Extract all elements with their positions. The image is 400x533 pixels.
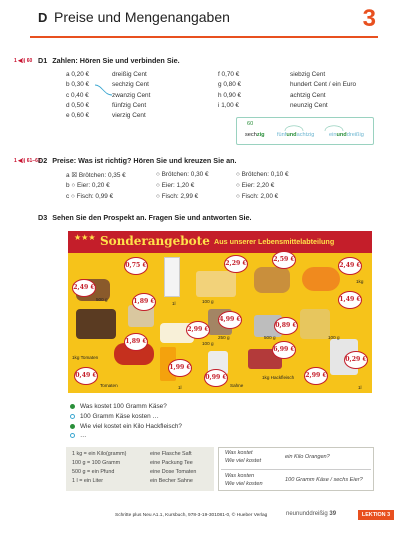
phrase-line: ein Kilo Orangen? xyxy=(285,454,330,460)
size-label: 500 g xyxy=(96,297,108,302)
d2-option[interactable]: c ○ Fisch: 0,99 € xyxy=(66,193,114,200)
grammar-line: eine Flasche Saft xyxy=(150,451,192,457)
tea-box-image xyxy=(300,309,330,339)
d1-words-col4 xyxy=(290,70,356,111)
size-label: Sahne xyxy=(230,383,244,388)
bullet-icon xyxy=(70,414,75,419)
d2-option[interactable]: ○ Fisch: 2,99 € xyxy=(156,193,199,200)
list-item: fünfzig Cent xyxy=(112,101,147,109)
list-item: e 0,60 € xyxy=(66,112,90,120)
list-item: vierzig Cent xyxy=(112,112,146,120)
size-label: 100 g xyxy=(328,335,340,340)
price-tag: 0,99 € xyxy=(204,369,228,387)
grammar-line: eine Packung Tee xyxy=(150,460,193,466)
grammar-line: 1 kg = ein Kilo(gramm) xyxy=(72,451,127,457)
grammar-line: eine Dose Tomaten xyxy=(150,469,197,475)
d2-option[interactable]: ○ Fisch: 2,00 € xyxy=(236,193,279,200)
hint-part: und xyxy=(336,132,347,138)
prospekt-subtitle: Aus unserer Lebensmittelabteilung xyxy=(214,237,335,246)
d1-prices-col3 xyxy=(218,70,241,111)
price-tag: 1,49 € xyxy=(338,291,362,309)
size-label: 1kg Hackfleisch xyxy=(262,375,295,380)
phrase-line: Was kostet xyxy=(225,450,253,456)
grammar-line: 500 g = ein Pfund xyxy=(72,469,115,475)
list-item: i 1,00 € xyxy=(218,101,239,109)
exercise-d1-title xyxy=(38,56,180,65)
size-label: Tomaten xyxy=(100,383,118,388)
grammar-line: ein Becher Sahne xyxy=(150,478,193,484)
list-item: achtzig Cent xyxy=(290,91,326,99)
dark-bread-image xyxy=(76,309,116,339)
connecting-line xyxy=(94,83,114,97)
page-digit: 39 xyxy=(329,511,337,517)
phrase-line: Wie viel kosten xyxy=(225,481,263,487)
grammar-line: 1 l = ein Liter xyxy=(72,478,104,484)
milk-bottle-image xyxy=(164,257,180,297)
bullet-icon xyxy=(70,433,75,438)
exercise-d2-title xyxy=(38,156,236,165)
price-tag: 2,59 € xyxy=(272,251,296,269)
price-tag: 2,49 € xyxy=(72,279,96,297)
phrase-line: Was kosten xyxy=(225,473,255,479)
d2-option[interactable]: ○ Brötchen: 0,10 € xyxy=(236,171,289,178)
price-tag: 0,75 € xyxy=(124,257,148,275)
hint-arrows xyxy=(281,122,345,132)
exercise-d1-instruction: Zahlen: Hören Sie und verbinden Sie. xyxy=(52,56,180,65)
bullet-icon xyxy=(70,404,75,409)
section-title: Preise und Mengenangaben xyxy=(54,9,230,25)
exercise-d3-instruction: Sehen Sie den Prospekt an. Fragen Sie und antworten Sie. xyxy=(52,213,252,222)
grammar-box xyxy=(66,447,214,491)
size-label: 250 g xyxy=(218,335,230,340)
size-label: 1kg Tomaten xyxy=(72,355,99,360)
page-number xyxy=(286,511,336,517)
phrase-box xyxy=(218,447,374,491)
hint-part: ein xyxy=(329,132,337,138)
price-tag: 1,99 € xyxy=(168,359,192,377)
d1-prices-col1 xyxy=(66,70,89,121)
list-item: zwanzig Cent xyxy=(112,91,151,99)
d2-option[interactable]: a ☒ Brötchen: 0,35 € xyxy=(66,172,126,179)
list-item: h 0,90 € xyxy=(218,91,242,99)
price-tag: 0,29 € xyxy=(344,351,368,369)
question-text: 100 Gramm Käse kosten … xyxy=(80,412,159,420)
star-icon: ★★★ xyxy=(74,233,96,242)
price-tag: 0,89 € xyxy=(274,317,298,335)
d2-option[interactable]: ○ Eier: 2,20 € xyxy=(236,182,275,189)
hint-60: 60 xyxy=(247,121,254,127)
page-header xyxy=(0,0,400,44)
hint-part: dreißig xyxy=(346,132,364,138)
list-item: hundert Cent / ein Euro xyxy=(290,81,357,89)
phrase-line: Wie viel kostet xyxy=(225,458,262,464)
oranges-image xyxy=(302,267,340,291)
list-item: siebzig Cent xyxy=(290,71,326,78)
hint-part: sech xyxy=(245,132,257,138)
size-label: 1l xyxy=(358,385,362,390)
number-hint-box xyxy=(236,117,374,145)
list-item: c 0,40 € xyxy=(66,91,89,99)
price-tag: 2,99 € xyxy=(304,367,328,385)
list-item xyxy=(70,402,182,412)
list-item: g 0,80 € xyxy=(218,81,242,89)
hint-part: achtzig xyxy=(296,132,315,138)
copyright-line: Schritte plus Neu A1.1, Kursbuch, 978-3-19-301081-0, © Hueber Verlag xyxy=(115,513,268,518)
list-item: d 0,50 € xyxy=(66,101,90,109)
section-letter: D xyxy=(38,10,48,25)
header-divider xyxy=(30,36,378,38)
size-label: 100 g xyxy=(202,341,214,346)
question-text: … xyxy=(80,432,87,440)
list-item xyxy=(70,412,182,422)
list-item: a 0,20 € xyxy=(66,71,90,78)
hint-part: und xyxy=(286,132,297,138)
list-item: neunzig Cent xyxy=(290,101,328,109)
grammar-line: 100 g = 100 Gramm xyxy=(72,460,121,466)
list-item xyxy=(70,431,182,441)
price-tag: 2,49 € xyxy=(338,257,362,275)
audio-track-d1[interactable]: 1 ◀)) 60 xyxy=(14,58,33,64)
d2-option[interactable]: b ○ Eier: 0,20 € xyxy=(66,182,110,189)
price-tag: 1,89 € xyxy=(124,333,148,351)
size-label: 1kg xyxy=(356,279,364,284)
audio-track-d2[interactable]: 1 ◀)) 61–63 xyxy=(14,158,41,164)
rolls-image xyxy=(254,267,290,293)
size-label: 1l xyxy=(178,385,182,390)
list-item: sechzig Cent xyxy=(112,81,149,89)
cheese-image xyxy=(196,271,236,297)
hint-part: fünf xyxy=(277,132,287,138)
size-label: 500 g xyxy=(264,335,276,340)
exercise-d2-instruction: Preise: Was ist richtig? Hören Sie und kreuzen Sie an. xyxy=(52,156,237,165)
price-tag: 2,29 € xyxy=(224,255,248,273)
question-list xyxy=(70,402,182,441)
size-label: 100 g xyxy=(202,299,214,304)
bullet-icon xyxy=(70,424,75,429)
prospekt-title: Sonderangebote xyxy=(100,234,210,248)
hint-word-2 xyxy=(277,132,314,138)
exercise-d3-title xyxy=(38,213,252,222)
question-text: Was kostet 100 Gramm Käse? xyxy=(80,403,167,410)
question-text: Wie viel kostet ein Kilo Hackfleisch? xyxy=(80,422,182,430)
exercise-d1-label: D1 xyxy=(38,56,48,65)
lesson-tab: LEKTION 3 xyxy=(358,510,394,520)
hint-word-1 xyxy=(245,132,265,138)
list-item: dreißig Cent xyxy=(112,71,147,78)
price-tag: 6,99 € xyxy=(272,341,296,359)
hint-word-3 xyxy=(329,132,364,138)
prospekt-flyer xyxy=(68,231,372,393)
d2-option[interactable]: ○ Brötchen: 0,30 € xyxy=(156,171,209,178)
price-tag: 0,49 € xyxy=(74,367,98,385)
price-tag: 1,89 € xyxy=(132,293,156,311)
price-tag: 4,99 € xyxy=(218,311,242,329)
d2-option[interactable]: ○ Eier: 1,20 € xyxy=(156,182,195,189)
phrase-divider xyxy=(221,469,371,470)
list-item xyxy=(70,422,182,432)
lesson-number: 3 xyxy=(362,5,376,32)
price-tag: 2,99 € xyxy=(186,321,210,339)
list-item: b 0,30 € xyxy=(66,81,90,89)
list-item: f 0,70 € xyxy=(218,71,240,78)
size-label: 1l xyxy=(172,301,176,306)
d1-words-col2 xyxy=(112,70,150,121)
page-word: neununddreißig xyxy=(286,511,328,517)
exercise-d2-label: D2 xyxy=(38,156,48,165)
exercise-d3-label: D3 xyxy=(38,213,48,222)
hint-part: zig xyxy=(256,132,265,138)
phrase-line: 100 Gramm Käse / sechs Eier? xyxy=(285,477,363,483)
